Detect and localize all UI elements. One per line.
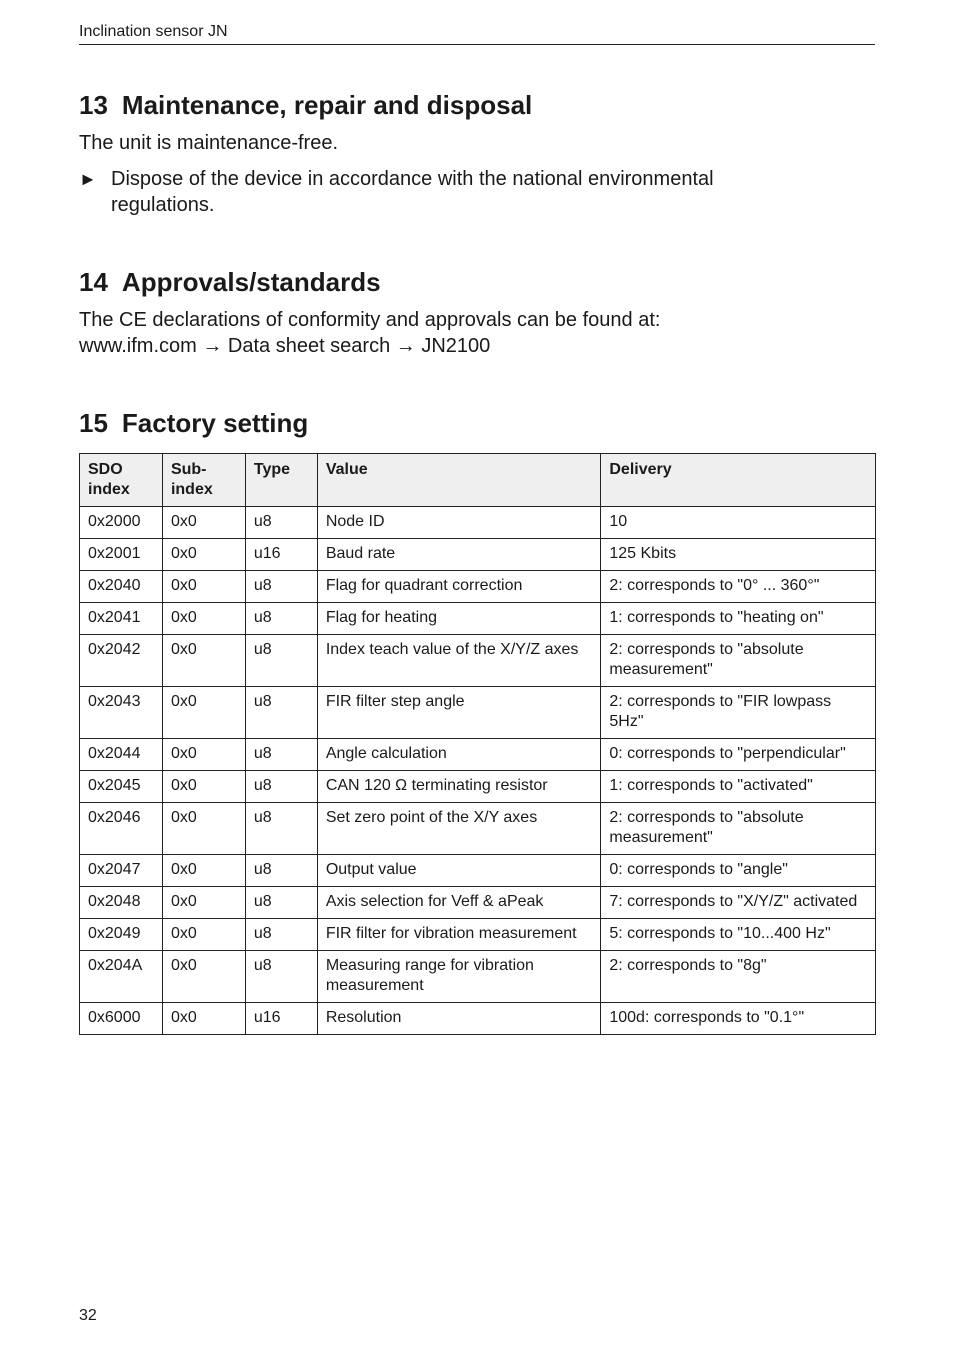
table-cell-value: FIR filter for vibration measurement [317,919,601,951]
column-header-line: SDO [88,461,123,478]
column-header-line: Type [253,461,291,478]
table-cell-type: u8 [245,855,317,887]
table-row [80,539,876,571]
table-cell-delivery: 5: corresponds to "10...400 Hz" [601,919,876,951]
table-cell-delivery: 10 [601,507,876,539]
table-cell-delivery: 2: corresponds to "0° ... 360°" [601,571,876,603]
table-cell-value: Flag for quadrant correction [317,571,601,603]
table-cell-value: Index teach value of the X/Y/Z axes [317,635,601,687]
table-cell-value: Resolution [317,1003,601,1035]
table-cell-type: u8 [245,887,317,919]
table-cell-sub-index: 0x0 [162,919,245,951]
section-14-number: 14 [79,267,108,297]
table-cell-delivery: 7: corresponds to "X/Y/Z" activated [601,887,876,919]
table-cell-type: u8 [245,687,317,739]
table-row [80,771,876,803]
table-cell-delivery: 0: corresponds to "perpendicular" [601,739,876,771]
table-cell-delivery: 125 Kbits [601,539,876,571]
section-15-title: Factory setting [121,408,309,438]
section-13-heading [79,89,532,121]
table-cell-sub-index: 0x0 [162,507,245,539]
factory-setting-table-head [80,454,876,507]
table-cell-delivery: 1: corresponds to "heating on" [601,603,876,635]
table-row [80,803,876,855]
disposal-bullet [79,166,799,220]
table-cell-sdo-index: 0x2040 [80,571,163,603]
table-cell-value: Set zero point of the X/Y axes [317,803,601,855]
column-header-type [245,454,317,507]
table-cell-value: CAN 120 Ω terminating resistor [317,771,601,803]
table-row [80,919,876,951]
table-cell-value: Angle calculation [317,739,601,771]
table-row [80,739,876,771]
section-15-heading [79,407,308,439]
table-row [80,951,876,1003]
table-cell-delivery: 2: corresponds to "absolute measurement" [601,635,876,687]
table-cell-sdo-index: 0x2048 [80,887,163,919]
table-cell-sdo-index: 0x2046 [80,803,163,855]
table-cell-sdo-index: 0x2041 [80,603,163,635]
table-row [80,571,876,603]
section-13-number: 13 [79,90,108,120]
table-row [80,603,876,635]
table-cell-type: u8 [245,507,317,539]
table-cell-delivery: 1: corresponds to "activated" [601,771,876,803]
table-cell-sub-index: 0x0 [162,771,245,803]
table-cell-sub-index: 0x0 [162,603,245,635]
column-header-line: index [170,481,213,498]
table-cell-type: u8 [245,951,317,1003]
table-cell-sub-index: 0x0 [162,571,245,603]
column-header-sdo-index [80,454,163,507]
table-cell-sdo-index: 0x6000 [80,1003,163,1035]
table-cell-type: u8 [245,603,317,635]
table-cell-sub-index: 0x0 [162,1003,245,1035]
table-cell-sub-index: 0x0 [162,855,245,887]
table-cell-type: u8 [245,739,317,771]
table-row [80,635,876,687]
table-cell-delivery: 2: corresponds to "absolute measurement" [601,803,876,855]
table-cell-sdo-index: 0x2049 [80,919,163,951]
table-cell-sdo-index: 0x2000 [80,507,163,539]
table-cell-type: u8 [245,571,317,603]
column-header-value [317,454,601,507]
table-cell-sdo-index: 0x2044 [80,739,163,771]
disposal-bullet-text: Dispose of the device in accordance with the national environmental regulations. [111,168,714,216]
table-cell-value: Axis selection for Veff & aPeak [317,887,601,919]
section-14-heading [79,266,381,298]
table-cell-sub-index: 0x0 [162,635,245,687]
table-cell-value: Flag for heating [317,603,601,635]
column-header-line: Sub- [170,461,207,478]
table-row [80,507,876,539]
table-cell-type: u8 [245,803,317,855]
table-row [80,1003,876,1035]
approvals-text-line1: The CE declarations of conformity and approvals can be found at: [79,309,661,331]
table-cell-value: Output value [317,855,601,887]
table-cell-sdo-index: 0x2043 [80,687,163,739]
factory-setting-table [79,453,876,1035]
table-cell-sdo-index: 0x2045 [80,771,163,803]
table-cell-delivery: 2: corresponds to "FIR lowpass 5Hz" [601,687,876,739]
page-number: 32 [79,1307,97,1324]
section-14-title: Approvals/standards [121,267,381,297]
running-header: Inclination sensor JN [79,22,875,45]
table-cell-type: u8 [245,771,317,803]
table-cell-sdo-index: 0x2047 [80,855,163,887]
table-header-row [80,454,876,507]
table-cell-value: Measuring range for vibration measurement [317,951,601,1003]
factory-setting-table-body [80,507,876,1035]
bullet-arrow-icon: ► [79,169,97,189]
table-row [80,855,876,887]
table-cell-delivery: 0: corresponds to "angle" [601,855,876,887]
table-cell-value: Baud rate [317,539,601,571]
column-header-line: Delivery [609,461,672,478]
table-cell-sub-index: 0x0 [162,803,245,855]
table-cell-sdo-index: 0x2042 [80,635,163,687]
table-row [80,687,876,739]
table-cell-sub-index: 0x0 [162,887,245,919]
column-header-delivery [601,454,876,507]
table-cell-sdo-index: 0x2001 [80,539,163,571]
section-13-title: Maintenance, repair and disposal [121,90,533,120]
table-cell-type: u8 [245,635,317,687]
column-header-line: Value [325,461,368,478]
table-cell-sub-index: 0x0 [162,739,245,771]
table-cell-value: Node ID [317,507,601,539]
table-cell-type: u16 [245,539,317,571]
table-cell-delivery: 100d: corresponds to "0.1°" [601,1003,876,1035]
table-cell-type: u16 [245,1003,317,1035]
column-header-line: index [88,481,130,498]
table-cell-sub-index: 0x0 [162,687,245,739]
table-cell-delivery: 2: corresponds to "8g" [601,951,876,1003]
table-cell-type: u8 [245,919,317,951]
table-cell-value: FIR filter step angle [317,687,601,739]
approvals-text-line2: www.ifm.com → Data sheet search → JN2100 [79,335,491,357]
table-row [80,887,876,919]
maintenance-free-text: The unit is maintenance-free. [79,132,339,154]
section-15-number: 15 [79,408,108,438]
table-cell-sdo-index: 0x204A [80,951,163,1003]
table-cell-sub-index: 0x0 [162,539,245,571]
column-header-sub-index [162,454,245,507]
table-cell-sub-index: 0x0 [162,951,245,1003]
